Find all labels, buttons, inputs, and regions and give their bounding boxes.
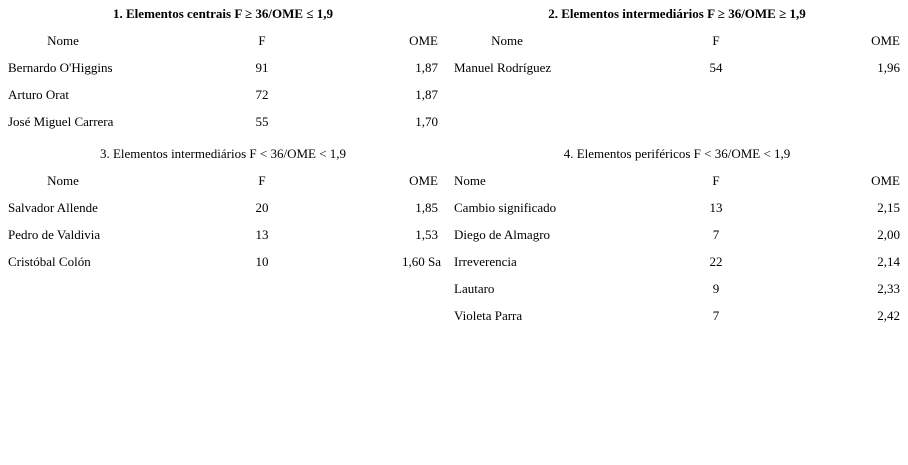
- cell-ome: 2,14: [877, 254, 900, 269]
- section-title: 3. Elementos intermediários F < 36/OME < 1,9: [99, 146, 347, 161]
- column-header-ome: OME: [409, 33, 438, 48]
- table-row: [0, 81, 446, 108]
- cell-f: 55: [255, 114, 269, 129]
- table-header-row: [0, 167, 446, 194]
- column-header-nome: Nome: [47, 33, 79, 48]
- cell-ome: 2,00: [877, 227, 900, 242]
- column-header-f: F: [258, 173, 266, 188]
- table-row: [0, 108, 446, 135]
- cell-nome: Pedro de Valdivia: [8, 227, 101, 242]
- cell-ome: 1,96: [877, 60, 900, 75]
- cell-nome: José Miguel Carrera: [8, 114, 114, 129]
- table-row: [446, 275, 908, 302]
- table-row: [446, 194, 908, 221]
- column-header-ome: OME: [871, 33, 900, 48]
- cell-ome: 1,87: [415, 87, 438, 102]
- section-title: 4. Elementos periféricos F < 36/OME < 1,9: [563, 146, 791, 161]
- column-header-f: F: [258, 33, 266, 48]
- cell-ome: 2,33: [877, 281, 900, 296]
- table-header-row: [446, 27, 908, 54]
- cell-ome: 1,53: [415, 227, 438, 242]
- cell-ome: 1,85: [415, 200, 438, 215]
- cell-f: 9: [712, 281, 720, 296]
- cell-ome: 1,60 Sa: [402, 254, 441, 269]
- cell-f: 54: [709, 60, 723, 75]
- cell-nome: Violeta Parra: [454, 308, 523, 323]
- column-header-ome: OME: [871, 173, 900, 188]
- cell-f: 7: [712, 227, 720, 242]
- cell-nome: Diego de Almagro: [454, 227, 551, 242]
- cell-nome: Arturo Orat: [8, 87, 70, 102]
- cell-f: 72: [255, 87, 269, 102]
- cell-f: 22: [709, 254, 723, 269]
- section-elementos-intermediarios-2: [0, 140, 446, 275]
- table-row: [0, 248, 446, 275]
- cell-nome: Cambio significado: [454, 200, 557, 215]
- section-elementos-centrais: [0, 0, 446, 135]
- cell-nome: Salvador Allende: [8, 200, 98, 215]
- table-row: [446, 248, 908, 275]
- table-row: [446, 54, 908, 81]
- column-header-ome: OME: [409, 173, 438, 188]
- table-row: [0, 54, 446, 81]
- table-header-row: [446, 167, 908, 194]
- column-header-nome: Nome: [47, 173, 79, 188]
- column-header-nome: Nome: [491, 33, 523, 48]
- table-row: [446, 302, 908, 329]
- column-header-f: F: [712, 173, 720, 188]
- cell-f: 10: [255, 254, 269, 269]
- section-title: 2. Elementos intermediários F ≥ 36/OME ≥ 1,9: [548, 6, 806, 21]
- cell-ome: 2,42: [877, 308, 900, 323]
- cell-nome: Lautaro: [454, 281, 495, 296]
- cell-ome: 2,15: [877, 200, 900, 215]
- cell-f: 13: [255, 227, 269, 242]
- table-row: [0, 221, 446, 248]
- section-elementos-perifericos: [446, 140, 908, 329]
- column-header-nome: Nome: [454, 173, 486, 188]
- table-row: [446, 221, 908, 248]
- table-header-row: [0, 27, 446, 54]
- cell-nome: Cristóbal Colón: [8, 254, 91, 269]
- column-header-f: F: [712, 33, 720, 48]
- section-elementos-intermediarios-1: [446, 0, 908, 81]
- cell-ome: 1,87: [415, 60, 438, 75]
- cell-ome: 1,70: [415, 114, 438, 129]
- cell-f: 91: [255, 60, 269, 75]
- cell-nome: Bernardo O'Higgins: [8, 60, 113, 75]
- cell-f: 7: [712, 308, 720, 323]
- cell-f: 13: [709, 200, 723, 215]
- table-row: [0, 194, 446, 221]
- cell-nome: Irreverencia: [454, 254, 517, 269]
- section-title: 1. Elementos centrais F ≥ 36/OME ≤ 1,9: [113, 6, 333, 21]
- cell-nome: Manuel Rodríguez: [454, 60, 552, 75]
- cell-f: 20: [255, 200, 269, 215]
